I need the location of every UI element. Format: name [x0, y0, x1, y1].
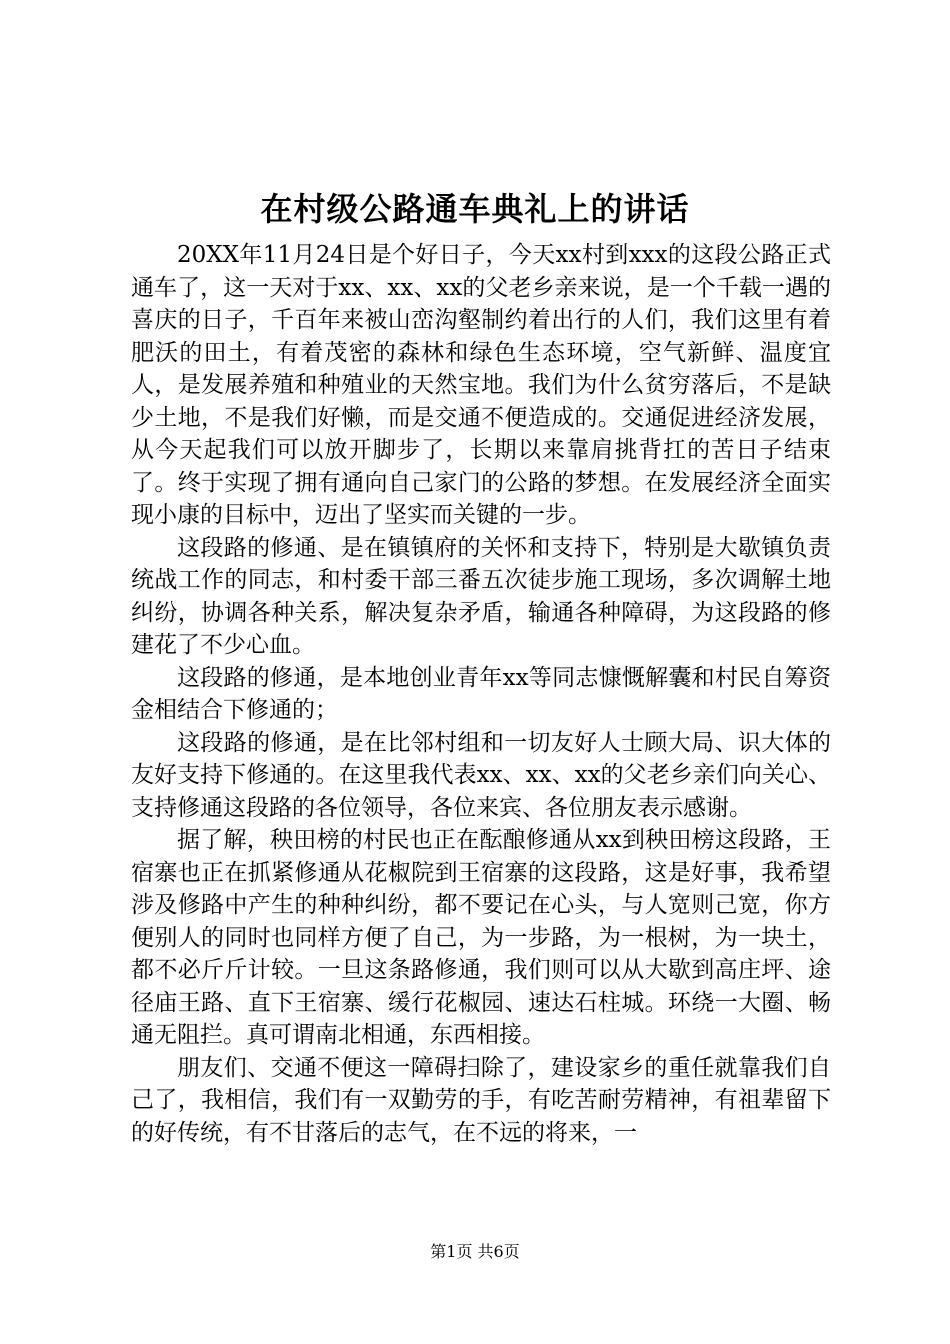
document-title: 在村级公路通车典礼上的讲话 — [260, 190, 690, 228]
page-footer — [0, 1240, 950, 1264]
paragraph: 这段路的修通、是在镇镇府的关怀和支持下，特别是大歇镇负责统战工作的同志，和村委干部三番五次徒步施工现场，多次调解土地纠纷，协调各种关系，解决复杂矛盾，输通各种障碍，为这段路的修建花了不少心血。 — [131, 534, 831, 658]
paragraph: 据了解，秧田榜的村民也正在酝酿修通从xx到秧田榜这段路，王宿寨也正在抓紧修通从花椒院到王宿寨的这段路，这是好事，我希望涉及修路中产生的种种纠纷，都不要记在心头，与人宽则己宽，你方便别人的同时也同样方便了自己，为一步路，为一根树，为一块土，都不必斤斤计较。一旦这条路修通，我们则可以从大歇到高庄坪、途径庙王路、直下王宿寨、缓行花椒园、速达石柱城。环绕一大圈、畅通无阻拦。真可谓南北相通，东西相接。 — [131, 827, 831, 1048]
document-body — [131, 239, 831, 1149]
page-number: 第1页 共6页 — [430, 1242, 520, 1261]
paragraph: 20XX年11月24日是个好日子，今天xx村到xxx的这段公路正式通车了，这一天对于xx、xx、xx的父老乡亲来说，是一个千载一遇的喜庆的日子，千百年来被山峦沟壑制约着出行的人们，我们这里有着肥沃的田土，有着茂密的森林和绿色生态环境，空气新鲜、温度宜人，是发展养殖和种殖业的天然宝地。我们为什么贫穷落后，不是缺少土地，不是我们好懒，而是交通不便造成的。交通促进经济发展，从今天起我们可以放开脚步了，长期以来靠肩挑背扛的苦日子结束了。终于实现了拥有通向自己家门的公路的梦想。在发展经济全面实现小康的目标中，迈出了坚实而关键的一步。 — [131, 242, 831, 528]
paragraph: 朋友们、交通不便这一障碍扫除了，建设家乡的重任就靠我们自己了，我相信，我们有一双勤劳的手，有吃苦耐劳精神，有祖辈留下的好传统，有不甘落后的志气，在不远的将来，一 — [131, 1054, 831, 1146]
paragraph: 这段路的修通，是在比邻村组和一切友好人士顾大局、识大体的友好支持下修通的。在这里我代表xx、xx、xx的父老乡亲们向关心、支持修通这段路的各位领导，各位来宾、各位朋友表示感谢。 — [131, 729, 831, 821]
paragraph: 这段路的修通，是本地创业青年xx等同志慷慨解囊和村民自筹资金相结合下修通的； — [131, 664, 831, 723]
